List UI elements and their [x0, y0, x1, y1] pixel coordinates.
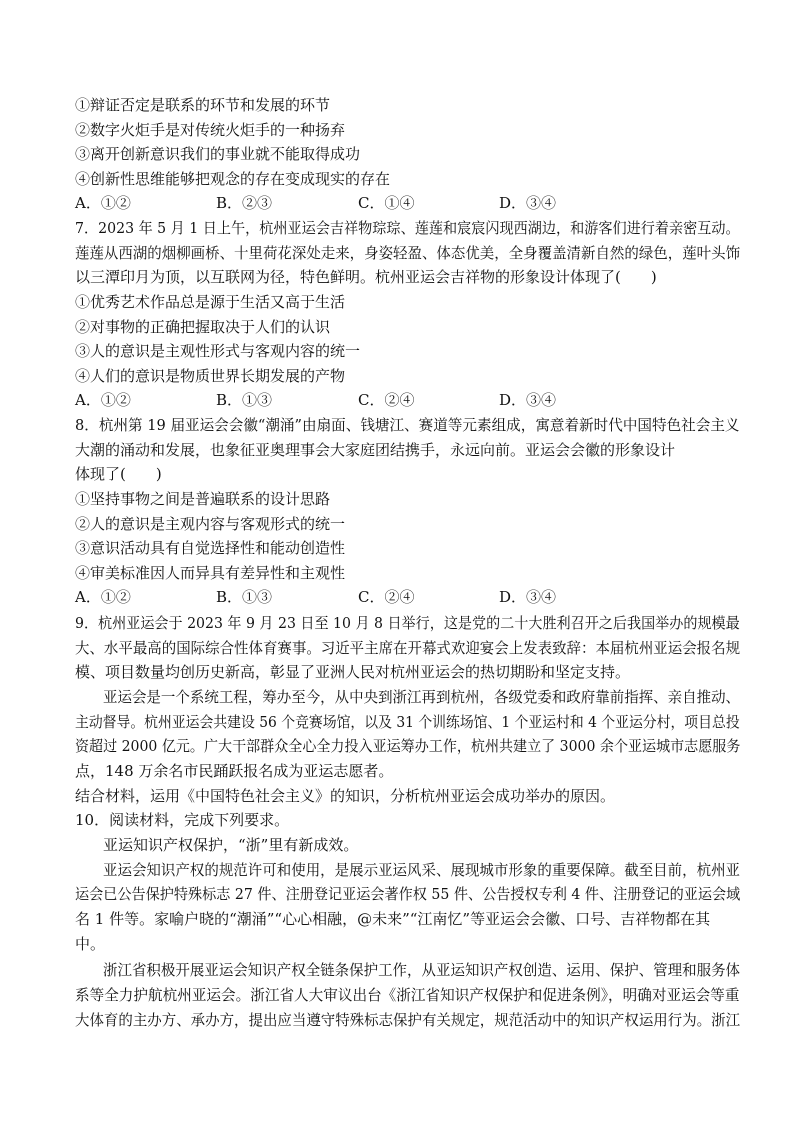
- q6-option-b: B．②③: [216, 194, 273, 212]
- q8-item-3: ③意识活动具有自觉选择性和能动创造性: [75, 539, 346, 557]
- q9-line-2: 大、水平最高的国际综合性体育赛事。习近平主席在开幕式欢迎宴会上发表致辞：本届杭州亚运会报名规: [75, 639, 741, 657]
- q10-para1-line-4: 中。: [75, 935, 106, 953]
- q8-stem-line-3: 体现了( ): [75, 465, 162, 483]
- q8-option-d: D．③④: [499, 588, 557, 606]
- q9-line-1: 9．杭州亚运会于 2023 年 9 月 23 日至 10 月 8 日举行，这是党的二十大胜利召开之后我国举办的规模最: [75, 614, 740, 632]
- q6-item-3: ③离开创新意识我们的事业就不能取得成功: [75, 145, 361, 163]
- q7-item-1: ①优秀艺术作品总是源于生活又高于生活: [75, 293, 346, 311]
- q6-item-4: ④创新性思维能够把观念的存在变成现实的存在: [75, 170, 391, 188]
- q6-option-c: C．①④: [358, 194, 415, 212]
- q7-stem-line-3: 以三潭印月为顶，以互联网为径，特色鲜明。杭州亚运会吉祥物的形象设计体现了( ): [75, 268, 657, 286]
- q7-option-b: B．①③: [216, 391, 273, 409]
- q6-option-d: D．③④: [499, 194, 557, 212]
- q7-item-2: ②对事物的正确把握取决于人们的认识: [75, 318, 331, 336]
- q9-para2-line-4: 点，148 万余名市民踊跃报名成为亚运志愿者。: [75, 762, 394, 780]
- q8-option-b: B．①③: [216, 588, 273, 606]
- q10-para1-line-2: 运会已公告保护特殊标志 27 件、注册登记亚运会著作权 55 件、公告授权专利 4 件、注册登记的亚运会域: [75, 885, 741, 903]
- q8-item-2: ②人的意识是主观内容与客观形式的统一: [75, 515, 346, 533]
- q7-option-c: C．②④: [358, 391, 415, 409]
- q7-option-d: D．③④: [499, 391, 557, 409]
- q10-para1-line-1: 亚运会知识产权的规范许可和使用，是展示亚运风采、展现城市形象的重要保障。截至目前，杭州亚: [103, 861, 741, 879]
- q10-para1-line-3: 名 1 件等。家喻户晓的“潮涌”“心心相融，@未来”“江南忆”等亚运会会徽、口号、吉祥物都在其: [75, 910, 711, 928]
- q7-item-4: ④人们的意识是物质世界长期发展的产物: [75, 367, 346, 385]
- q8-stem-line-2: 大潮的涌动和发展，也象征亚奥理事会大家庭团结携手，永远向前。亚运会会徽的形象设计: [75, 441, 676, 459]
- q8-options: [75, 585, 735, 610]
- q10-stem: 10．阅读材料，完成下列要求。: [75, 811, 290, 829]
- q10-para2-line-2: 系等全力护航杭州亚运会。浙江省人大审议出台《浙江省知识产权保护和促进条例》，明确对亚运会等重: [75, 986, 740, 1004]
- q9-para2-line-2: 主动督导。杭州亚运会共建设 56 个竞赛场馆，以及 31 个训练场馆、1 个亚运村和 4 个亚运分村，项目总投: [75, 713, 740, 731]
- q9-line-3: 模、项目数量均创历史新高，彰显了亚洲人民对杭州亚运会的热切期盼和坚定支持。: [75, 663, 631, 681]
- q7-option-a: A．①②: [75, 391, 131, 409]
- q10-para2-line-1: 浙江省积极开展亚运会知识产权全链条保护工作，从亚运知识产权创造、运用、保护、管理和服务体: [103, 961, 741, 979]
- q10-para2-line-3: 大体育的主办方、承办方，提出应当遵守特殊标志保护有关规定，规范活动中的知识产权运用行为。浙江: [75, 1011, 741, 1029]
- q7-options: [75, 388, 735, 413]
- q9-para2-line-1: 亚运会是一个系统工程，筹办至今，从中央到浙江再到杭州，各级党委和政府靠前指挥、亲自推动、: [103, 688, 741, 706]
- q9-task: 结合材料，运用《中国特色社会主义》的知识，分析杭州亚运会成功举办的原因。: [75, 787, 616, 805]
- q6-option-a: A．①②: [75, 194, 131, 212]
- q6-item-1: ①辩证否定是联系的环节和发展的环节: [75, 96, 331, 114]
- q7-item-3: ③人的意识是主观性形式与客观内容的统一: [75, 342, 361, 360]
- q8-option-a: A．①②: [75, 588, 131, 606]
- q8-option-c: C．②④: [358, 588, 415, 606]
- q10-heading: 亚运知识产权保护，“浙”里有新成效。: [103, 836, 359, 854]
- q8-stem-line-1: 8．杭州第 19 届亚运会会徽“潮涌”由扇面、钱塘江、赛道等元素组成，寓意着新时代中国特色社会主义: [75, 416, 740, 434]
- q8-item-1: ①坚持事物之间是普遍联系的设计思路: [75, 490, 331, 508]
- q7-stem-line-1: 7．2023 年 5 月 1 日上午，杭州亚运会吉祥物琮琮、莲莲和宸宸闪现西湖边，和游客们进行着亲密互动。: [75, 219, 740, 237]
- q9-para2-line-3: 资超过 2000 亿元。广大干部群众全心全力投入亚运筹办工作，杭州共建立了 3000 余个亚运城市志愿服务: [75, 737, 741, 755]
- q8-item-4: ④审美标准因人而异具有差异性和主观性: [75, 564, 346, 582]
- q6-item-2: ②数字火炬手是对传统火炬手的一种扬弃: [75, 121, 346, 139]
- q6-options: [75, 191, 735, 216]
- q7-stem-line-2: 莲莲从西湖的烟柳画桥、十里荷花深处走来，身姿轻盈、体态优美，全身覆盖清新自然的绿色，莲叶头饰: [75, 244, 741, 262]
